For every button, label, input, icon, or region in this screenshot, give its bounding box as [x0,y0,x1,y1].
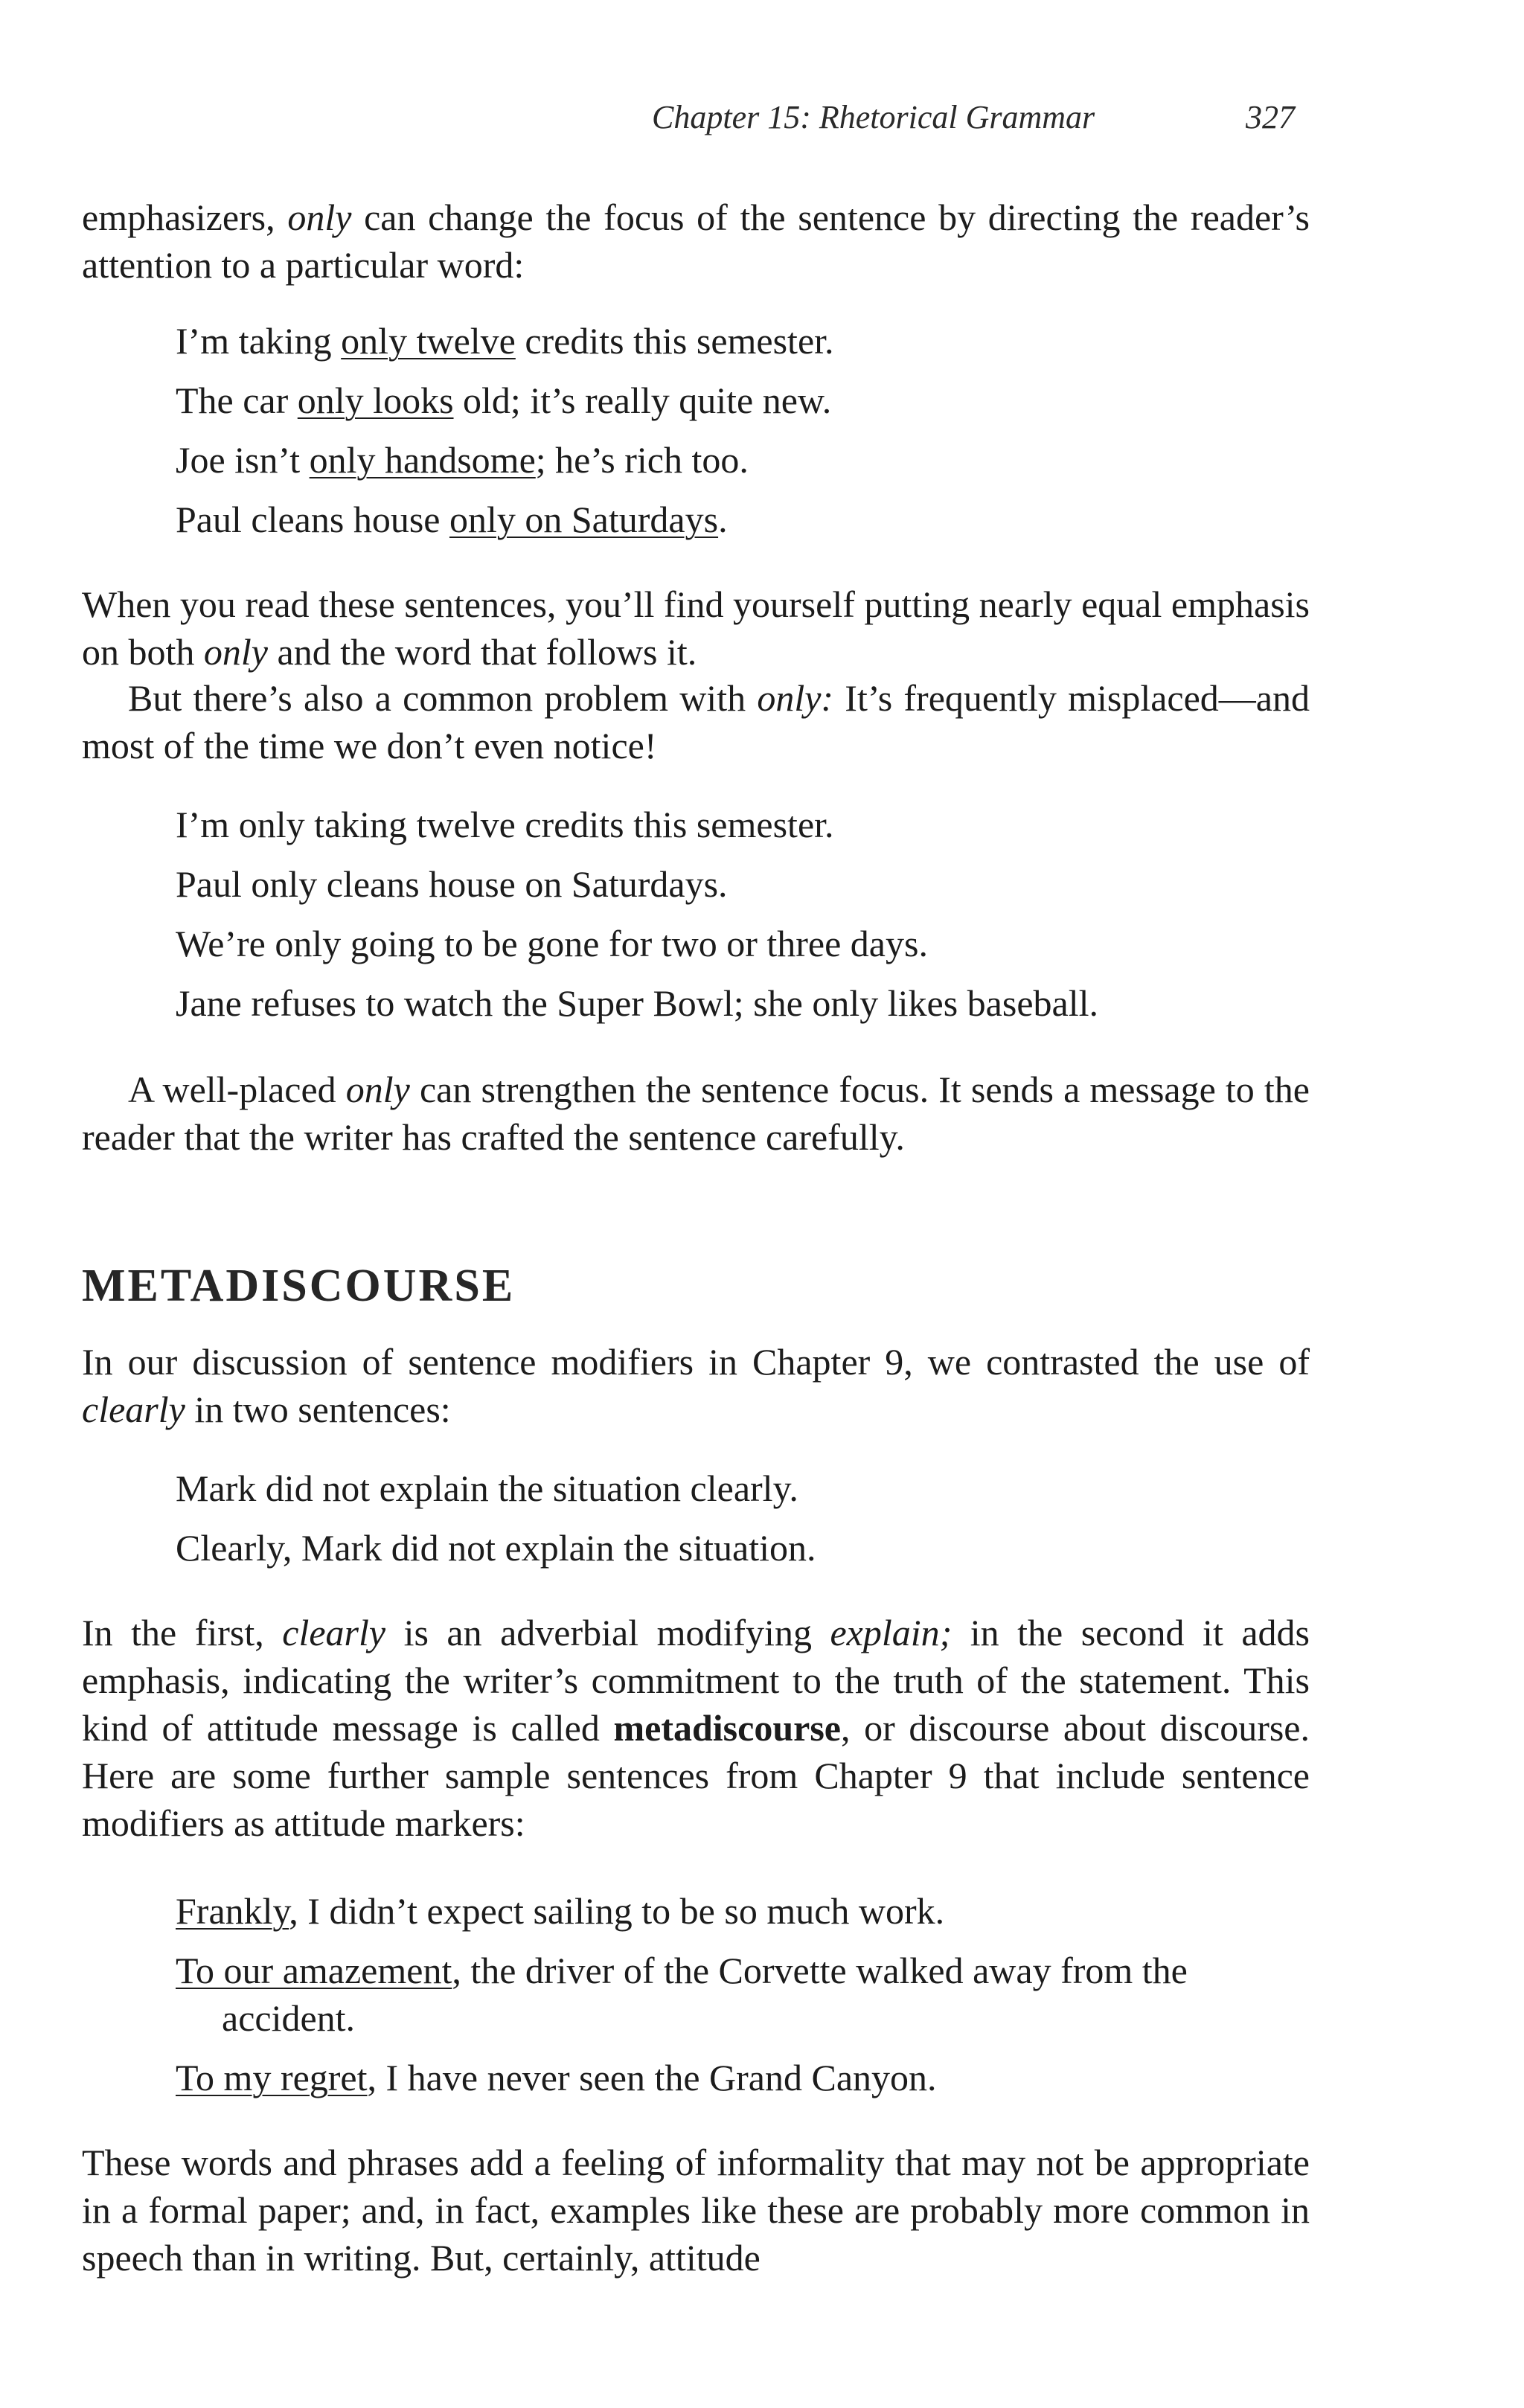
paragraph-2: When you read these sentences, you’ll find yourself putting nearly equal emphasis on both only and the word that follows it. [82,583,1310,673]
page-number: 327 [1246,99,1295,135]
example-sentence: Paul cleans house only on Saturdays. [176,499,728,540]
example-sentence: Joe isn’t only handsome; he’s rich too. [176,439,749,481]
paragraph-7: These words and phrases add a feeling of informality that may not be appropriate in a formal paper; and, in fact, examples like these are probably more common in speech than in writing. But, certainly, attitude [82,2142,1310,2279]
example-sentence: To our amazement, the driver of the Corvette walked away from the accident. [176,1950,1188,2039]
paragraph-3: But there’s also a common problem with only: It’s frequently misplaced—and most of the time we don’t even notice! [82,677,1310,766]
example-sentence: Clearly, Mark did not explain the situation. [176,1527,816,1569]
paragraph-4: A well-placed only can strengthen the sentence focus. It sends a message to the reader that the writer has crafted the sentence carefully. [82,1069,1310,1158]
example-sentence: Frankly, I didn’t expect sailing to be so much work. [176,1890,945,1932]
example-sentence: Paul only cleans house on Saturdays. [176,863,728,905]
example-sentence: To my regret, I have never seen the Grand Canyon. [176,2057,937,2098]
section-heading: METADISCOURSE [82,1261,516,1311]
example-sentence: Mark did not explain the situation clearly. [176,1467,798,1509]
example-sentence: The car only looks old; it’s really quite new. [176,380,832,421]
paragraph-5: In our discussion of sentence modifiers in Chapter 9, we contrasted the use of clearly in two sentences: [82,1341,1310,1430]
chapter-title: Chapter 15: Rhetorical Grammar [652,99,1095,135]
example-sentence: I’m taking only twelve credits this semester. [176,320,834,362]
paragraph-6: In the first, clearly is an adverbial modifying explain; in the second it adds emphasis, indicating the writer’s commitment to the truth of the statement. This kind of attitude message is called metadiscourse, or discourse about discourse. Here are some further sample sentences from Chapter 9 that include sentence modifiers as attitude markers: [82,1612,1310,1844]
paragraph-1: emphasizers, only can change the focus of the sentence by directing the reader’s attention to a particular word: [82,196,1310,286]
example-sentence: I’m only taking twelve credits this semester. [176,804,834,845]
example-sentence: Jane refuses to watch the Super Bowl; she only likes baseball. [176,982,1098,1024]
example-sentence: We’re only going to be gone for two or three days. [176,923,928,964]
